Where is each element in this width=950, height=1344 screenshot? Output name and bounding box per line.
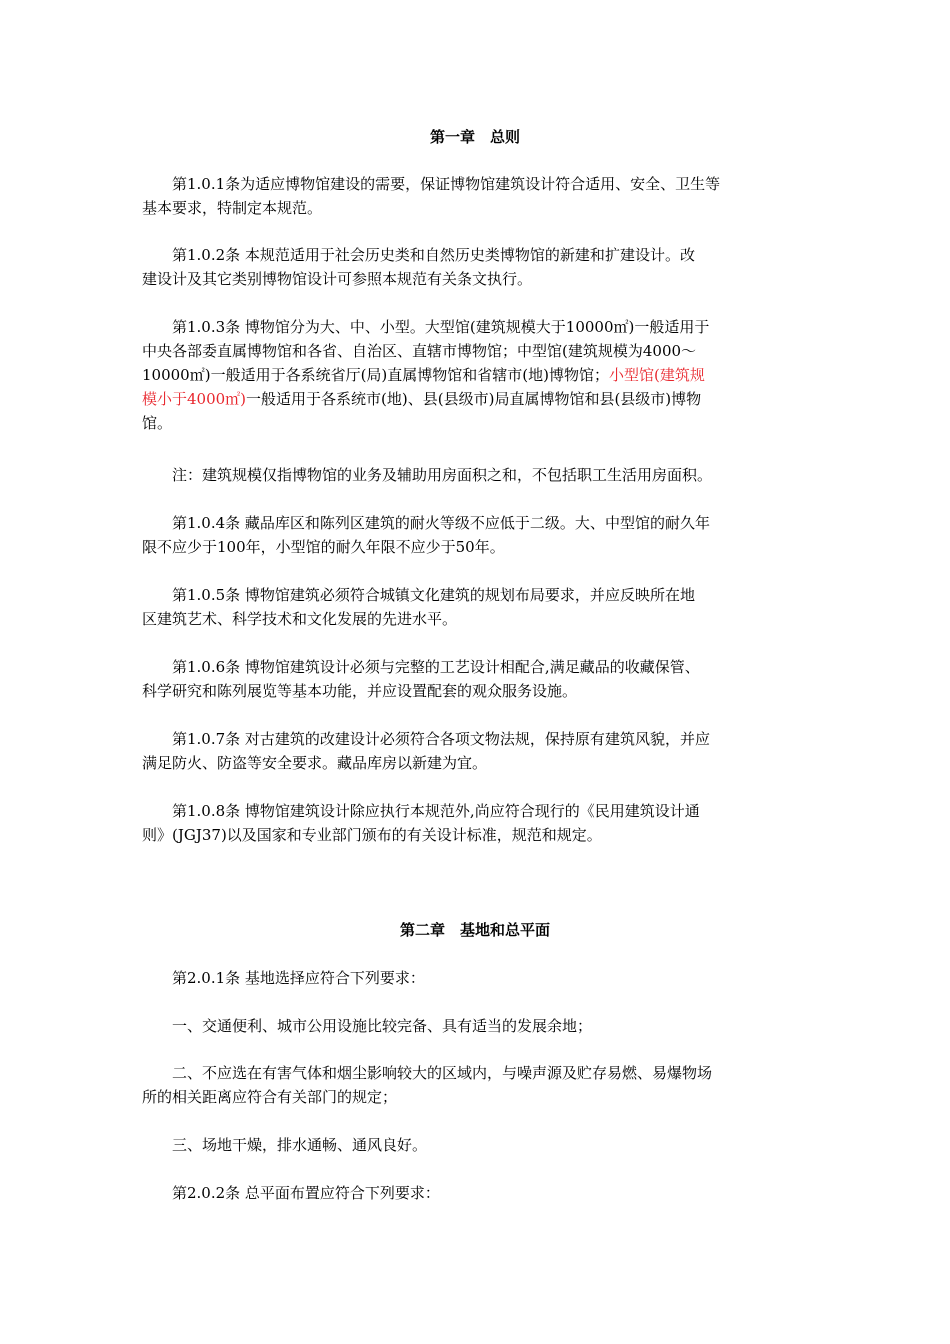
clause-2-0-1 [142,966,808,990]
text-segment: 一般适用于各系统市(地)、县(县级市)局直属博物馆和县(县级市)博物 [246,390,702,408]
text-line: 第1.0.3条 博物馆分为大、中、小型。大型馆(建筑规模大于10000㎡)一般适用于 [142,318,710,336]
text-line: 科学研究和陈列展览等基本功能，并应设置配套的观众服务设施。 [142,682,578,700]
text-line: 所的相关距离应符合有关部门的规定； [142,1088,398,1106]
text-line [142,363,808,387]
text-line: 满足防火、防盗等安全要求。藏品库房以新建为宜。 [142,754,488,772]
text-line: 中央各部委直属博物馆和各省、自治区、直辖市博物馆；中型馆(建筑规模为4000～ [142,342,697,360]
text-line: 馆。 [142,414,173,432]
text-line: 则》(JGJ37)以及国家和专业部门颁布的有关设计标准，规范和规定。 [142,826,602,844]
list-item-2 [142,1061,808,1109]
text-line: 第2.0.2条 总平面布置应符合下列要求： [142,1184,440,1202]
text-line: 第1.0.6条 博物馆建筑设计必须与完整的工艺设计相配合,满足藏品的收藏保管、 [142,658,700,676]
text-line: 建设计及其它类别博物馆设计可参照本规范有关条文执行。 [142,270,533,288]
text-line: 三、场地干燥，排水通畅、通风良好。 [142,1136,428,1154]
clause-2-0-2 [142,1181,808,1205]
text-line: 一、交通便利、城市公用设施比较完备、具有适当的发展余地； [142,1017,593,1035]
text-line: 第1.0.2条 本规范适用于社会历史类和自然历史类博物馆的新建和扩建设计。改 [142,246,695,264]
clause-1-0-1 [142,172,808,220]
clause-1-0-8 [142,799,808,847]
clause-1-0-4 [142,511,808,559]
text-line: 二、不应选在有害气体和烟尘影响较大的区域内，与噪声源及贮存易燃、易爆物场 [142,1064,713,1082]
clause-1-0-7 [142,727,808,775]
chapter-1-title: 第一章 总则 [429,128,520,146]
clause-1-0-6 [142,655,808,703]
text-line: 第1.0.8条 博物馆建筑设计除应执行本规范外,尚应符合现行的《民用建筑设计通 [142,802,700,820]
clause-1-0-5 [142,583,808,631]
text-segment: 10000㎡)一般适用于各系统省厅(局)直属博物馆和省辖市(地)博物馆； [142,366,609,384]
list-item-1 [142,1014,808,1038]
text-line: 注：建筑规模仅指博物馆的业务及辅助用房面积之和，不包括职工生活用房面积。 [142,466,713,484]
text-line: 第2.0.1条 基地选择应符合下列要求： [142,969,425,987]
highlighted-text: 模小于4000㎡) [142,390,247,408]
text-line: 基本要求，特制定本规范。 [142,199,323,217]
text-line: 区建筑艺术、科学技术和文化发展的先进水平。 [142,610,458,628]
text-line: 第1.0.4条 藏品库区和陈列区建筑的耐火等级不应低于二级。大、中型馆的耐久年 [142,514,710,532]
text-line [142,387,808,411]
clause-1-0-2 [142,243,808,291]
note [142,463,808,487]
text-line: 限不应少于100年，小型馆的耐久年限不应少于50年。 [142,538,505,556]
chapter-2-title: 第二章 基地和总平面 [399,921,550,939]
text-line: 第1.0.5条 博物馆建筑必须符合城镇文化建筑的规划布局要求，并应反映所在地 [142,586,695,604]
clause-1-0-3 [142,315,808,435]
text-line: 第1.0.1条为适应博物馆建设的需要，保证博物馆建筑设计符合适用、安全、卫生等 [142,175,721,193]
list-item-3 [142,1133,808,1157]
text-line: 第1.0.7条 对古建筑的改建设计必须符合各项文物法规，保持原有建筑风貌，并应 [142,730,710,748]
highlighted-text: 小型馆(建筑规 [608,366,705,384]
